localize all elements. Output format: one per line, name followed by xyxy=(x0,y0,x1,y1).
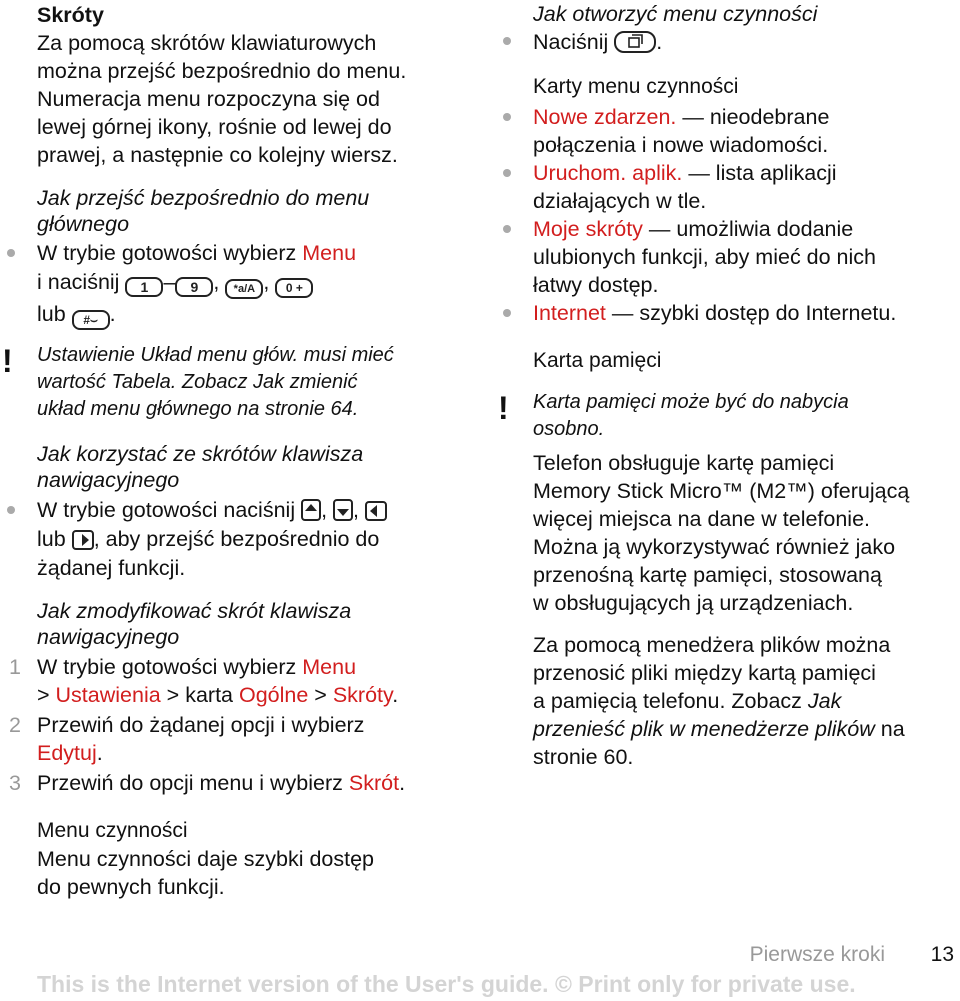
warning-icon: ! xyxy=(498,390,509,426)
step-text: > karta xyxy=(160,683,239,707)
tab-name: Moje skróty xyxy=(533,217,643,241)
modify-step-3 xyxy=(9,769,477,797)
comma-text: , xyxy=(263,270,270,294)
watermark: This is the Internet version of the User's guide. © Print only for private use. xyxy=(37,971,856,997)
tab-item-my-shortcuts xyxy=(533,215,960,299)
step-text: lub xyxy=(37,302,72,326)
edit-link: Edytuj xyxy=(37,741,97,765)
step-number: 3 xyxy=(9,771,21,795)
nav-left-icon xyxy=(365,501,387,521)
footer-section-title: Pierwsze kroki xyxy=(749,943,885,966)
key-star-icon: *a/A xyxy=(225,279,263,299)
shortcuts-line: Numeracja menu rozpoczyna się od xyxy=(37,87,380,111)
nav-keys-heading: Jak korzystać ze skrótów klawisza xyxy=(37,442,364,466)
activity-menu-line: do pewnych funkcji. xyxy=(37,875,225,899)
para-line: więcej miejsca na dane w telefonie. xyxy=(533,507,871,531)
modify-step-2 xyxy=(9,711,477,767)
period-text: . xyxy=(399,771,406,795)
direct-menu-heading: Jak przejść bezpośrednio do menu xyxy=(37,186,370,210)
shortcut-link: Skrót xyxy=(348,771,400,795)
tab-item-internet xyxy=(533,299,960,327)
bullet-dot xyxy=(503,113,511,121)
step-text: Naciśnij xyxy=(533,30,609,54)
bullet-dot xyxy=(503,309,511,317)
step-number: 1 xyxy=(9,655,21,679)
key-hash-icon: #⌣ xyxy=(72,310,110,330)
step-text: > xyxy=(37,683,56,707)
memory-card-title: Karta pamięci xyxy=(533,349,662,372)
settings-link: Ustawienia xyxy=(55,683,161,707)
step-text: lub xyxy=(37,527,66,551)
activity-menu-title: Menu czynności xyxy=(37,819,188,842)
nav-keys-step: W trybie gotowości naciśnij , , lub , aby przejść bezpośrednio do żądanej funkcji. xyxy=(37,496,477,582)
para-text: a pamięcią telefonu. Zobacz xyxy=(533,689,808,713)
tab-desc: ulubionych funkcji, aby mieć do nich xyxy=(533,245,876,269)
modify-heading: Jak zmodyfikować skrót klawisza xyxy=(37,599,352,623)
bullet-dot xyxy=(7,249,15,257)
tab-item-running-apps xyxy=(533,159,960,215)
shortcuts-title: Skróty xyxy=(37,3,104,27)
tab-desc: — nieodebrane xyxy=(676,105,830,129)
tabs-title: Karty menu czynności xyxy=(533,75,739,98)
menu-link: Menu xyxy=(302,241,357,265)
left-column xyxy=(2,0,477,901)
activity-menu-line: Menu czynności daje szybki dostęp xyxy=(37,847,375,871)
note-line: Karta pamięci może być do nabycia xyxy=(533,391,849,413)
direct-menu-heading: głównego xyxy=(37,212,130,236)
tab-desc: połączenia i nowe wiadomości. xyxy=(533,133,829,157)
key-0-icon: 0 + xyxy=(275,278,313,298)
tab-desc: — szybki dostęp do Internetu. xyxy=(605,301,897,325)
step-text: , aby przejść bezpośrednio do xyxy=(93,527,380,551)
shortcuts-line: lewej górnej ikony, rośnie od lewej do xyxy=(37,115,392,139)
step-text: Przewiń do żądanej opcji i wybierz xyxy=(37,713,365,737)
bullet-dot xyxy=(503,37,511,45)
nav-down-icon xyxy=(333,499,353,521)
memory-card-note xyxy=(498,389,960,443)
para-line: w obsługujących ją urządzeniach. xyxy=(533,591,854,615)
para-line: Memory Stick Micro™ (M2™) oferującą xyxy=(533,479,910,503)
shortcuts-line: można przejść bezpośrednio do menu. xyxy=(37,59,407,83)
shortcuts-link: Skróty xyxy=(332,683,393,707)
activity-key-icon xyxy=(614,31,656,53)
para-line: Za pomocą menedżera plików można xyxy=(533,633,891,657)
open-activity-heading: Jak otworzyć menu czynności xyxy=(533,2,818,26)
step-text: W trybie gotowości wybierz xyxy=(37,655,303,679)
period-text: . xyxy=(109,302,116,326)
step-text: > xyxy=(308,683,333,707)
bullet-dot xyxy=(503,225,511,233)
para-line: Telefon obsługuje kartę pamięci xyxy=(533,451,835,475)
note-line: układ menu głównego na stronie 64. xyxy=(37,398,359,420)
shortcuts-line: prawej, a następnie co kolejny wiersz. xyxy=(37,143,398,167)
step-number: 2 xyxy=(9,713,21,737)
step-text: żądanej funkcji. xyxy=(37,556,186,580)
bullet-dot xyxy=(7,506,15,514)
cross-reference: Jak xyxy=(807,689,842,713)
para-line: Można ją wykorzystywać również jako xyxy=(533,535,896,559)
tab-desc: łatwy dostęp. xyxy=(533,273,659,297)
direct-menu-step xyxy=(37,239,477,330)
layout-note xyxy=(2,342,477,423)
dash-text: – xyxy=(163,270,176,294)
period-text: . xyxy=(96,741,103,765)
step-text: i naciśnij xyxy=(37,270,126,294)
para-line: przenośną kartę pamięci, stosowaną xyxy=(533,563,882,587)
bullet-dot xyxy=(503,169,511,177)
memory-card-paragraph-1 xyxy=(533,449,960,617)
note-line: osobno. xyxy=(533,418,605,440)
memory-card-paragraph-2 xyxy=(533,631,960,771)
para-line: stronie 60. xyxy=(533,745,634,769)
para-text: na xyxy=(874,717,905,741)
tab-name: Nowe zdarzen. xyxy=(533,105,677,129)
open-activity-step xyxy=(533,27,960,57)
key-9-icon: 9 xyxy=(175,277,213,297)
nav-up-icon xyxy=(301,499,321,521)
step-text: W trybie gotowości wybierz xyxy=(37,241,303,265)
tab-desc: — lista aplikacji xyxy=(682,161,837,185)
tab-item-new-events xyxy=(533,103,960,159)
step-text: Przewiń do opcji menu i wybierz xyxy=(37,771,349,795)
period-text: . xyxy=(392,683,399,707)
general-link: Ogólne xyxy=(238,683,309,707)
warning-icon: ! xyxy=(2,343,13,379)
tab-desc: działających w tle. xyxy=(533,189,707,213)
nav-right-icon xyxy=(72,530,94,550)
note-line: wartość Tabela. Zobacz Jak zmienić xyxy=(37,371,358,393)
comma-text: , xyxy=(213,270,220,294)
note-line: Ustawienie Układ menu głów. musi mieć xyxy=(37,344,394,366)
tab-name: Uruchom. aplik. xyxy=(533,161,683,185)
menu-link: Menu xyxy=(302,655,357,679)
period-text: . xyxy=(656,30,663,54)
modify-step-1 xyxy=(9,653,477,709)
shortcuts-line: Za pomocą skrótów klawiaturowych xyxy=(37,31,377,55)
para-line: przenosić pliki między kartą pamięci xyxy=(533,661,876,685)
modify-heading: nawigacyjnego xyxy=(37,625,180,649)
key-1-icon: 1 xyxy=(125,277,163,297)
right-column xyxy=(498,0,960,771)
step-text: W trybie gotowości naciśnij xyxy=(37,498,296,522)
page-number: 13 xyxy=(930,943,954,966)
nav-keys-heading: nawigacyjnego xyxy=(37,468,180,492)
cross-reference: przenieść plik w menedżerze plików xyxy=(533,717,875,741)
tab-desc: — umożliwia dodanie xyxy=(642,217,854,241)
tab-name: Internet xyxy=(533,301,606,325)
